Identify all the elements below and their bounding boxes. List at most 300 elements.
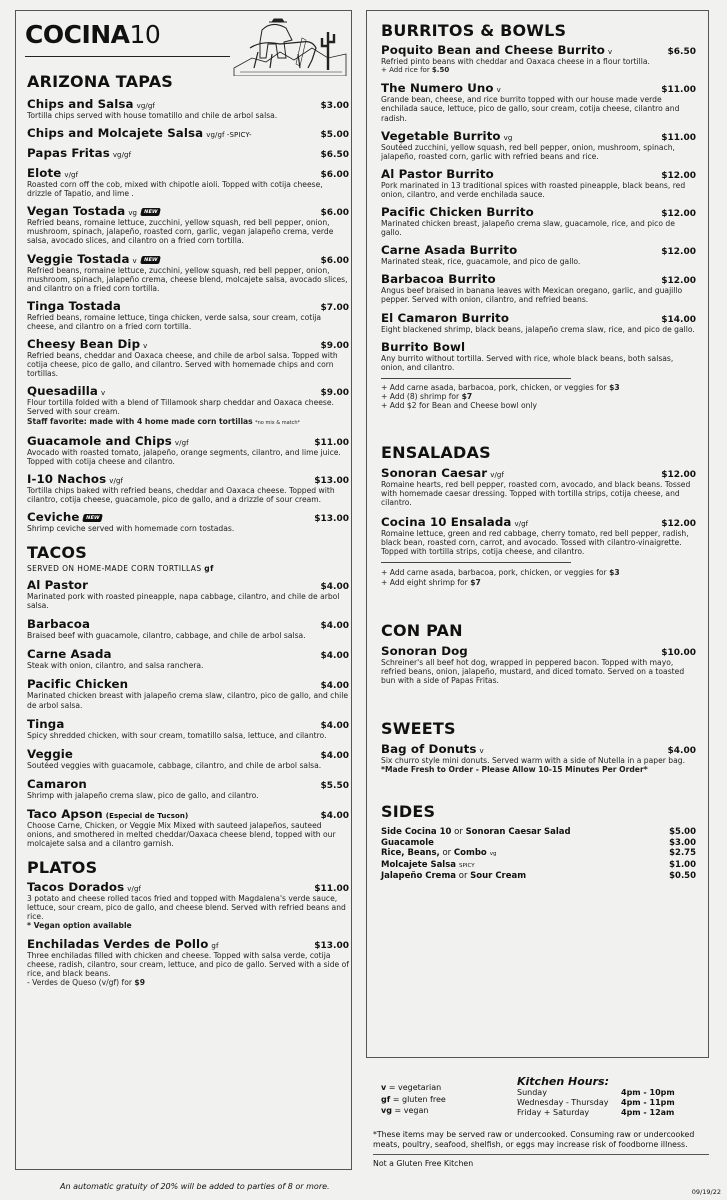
- menu-item-title: Barbacoa: [27, 617, 91, 632]
- menu-item: [27, 937, 349, 987]
- menu-item-tag: v: [496, 86, 501, 95]
- menu-item-description: Schreiner's all beef hot dog, wrapped in peppered bacon. Topped with mayo, refried beans, onion, jalapeño, mustard, and diced tomato. Served on a toasted bun with a side of Papas Fritas.: [381, 657, 685, 686]
- side-item-a: Jalapeño Crema: [381, 871, 457, 882]
- menu-item-note: [27, 978, 349, 987]
- legend-text: = vegetarian: [386, 1083, 442, 1092]
- tacos-subtitle: SERVED ON HOME-MADE CORN TORTILLAS gf: [27, 564, 214, 574]
- menu-item-title: Sonoran Dog: [381, 643, 468, 658]
- menu-item-row: [27, 717, 349, 731]
- menu-item-price: $6.00: [320, 170, 349, 181]
- menu-item-name: [381, 515, 528, 529]
- menu-item: [381, 43, 696, 75]
- menu-item-name: [27, 252, 160, 266]
- menu-item-description: Marinated pork with roasted pineapple, napa cabbage, cilantro, and chile de arbol salsa.: [27, 592, 340, 611]
- menu-item-row: [27, 677, 349, 691]
- menu-item-description: Tortilla chips baked with refried beans, cheddar and Oaxaca cheese. Topped with cilantro, cotija cheese, guacamole, pico de gallo, and a drizzle of sour cream.: [27, 485, 335, 504]
- menu-item-price: $4.00: [667, 746, 696, 757]
- side-item-price: $2.75: [669, 848, 696, 859]
- menu-item-title: Tinga Tostada: [27, 298, 121, 313]
- new-badge: NEW: [140, 208, 161, 216]
- menu-item-title: Elote: [27, 166, 62, 181]
- section-title-conpan: CON PAN: [381, 620, 463, 640]
- menu-item-price: $12.00: [661, 518, 696, 529]
- legend-key: v: [381, 1083, 387, 1092]
- menu-item-title: Bag of Donuts: [381, 742, 477, 757]
- menu-item-price: $6.50: [667, 47, 696, 57]
- menu-item-row: [381, 167, 696, 181]
- conpan-list: [381, 644, 696, 685]
- menu-item-price: $4.00: [320, 681, 349, 692]
- menu-item-note-text: Staff favorite: made with 4 home made corn tortillas: [27, 416, 253, 426]
- section-title-sides: SIDES: [381, 802, 436, 822]
- addon-line: [381, 383, 696, 392]
- logo-divider: [25, 56, 230, 57]
- menu-item-row: [27, 747, 349, 761]
- menu-item-row: [381, 515, 696, 529]
- section-title-ensaladas: ENSALADAS: [381, 442, 491, 462]
- side-item: [381, 871, 696, 882]
- menu-item-price: $11.00: [314, 437, 349, 448]
- menu-item-title: Sonoran Caesar: [381, 465, 488, 480]
- menu-item-name: [27, 807, 188, 821]
- menu-item-name: [27, 747, 73, 761]
- menu-item-tag: v: [143, 342, 148, 351]
- menu-item-name: [27, 777, 87, 791]
- side-item-price: $3.00: [669, 837, 696, 848]
- menu-item: [27, 204, 349, 245]
- side-item-b: Sonoran Caesar Salad: [465, 827, 571, 838]
- menu-item-tag: v: [100, 389, 106, 398]
- menu-item-description: Three enchiladas filled with chicken and cheese. Topped with salsa verde, cotija cheese, radish, cilantro, sour cream, lettuce, and pico de gallo. Served with a side of rice, and black beans.: [27, 950, 349, 978]
- menu-item-name: [381, 81, 501, 95]
- menu-item-description: Roasted corn off the cob, mixed with chipotle aioli. Topped with cotija cheese, drizzle of Tapatio, and lime .: [27, 180, 323, 199]
- menu-item-row: [381, 205, 696, 219]
- menu-item-description: Choose Carne, Chicken, or Veggie Mix Mixed with sauteed jalapeños, sauteed onions, and smothered in melted cheddar/Oaxaca cheese blend, topped with our molcajete salsa and a cilantro garnish.: [27, 820, 336, 849]
- menu-item-description: Angus beef braised in banana leaves with Mexican oregano, garlic, and guajillo pepper. Served with onion, cilantro, and refried beans.: [381, 286, 683, 305]
- menu-item: [381, 205, 696, 237]
- side-item: [381, 860, 696, 872]
- menu-item-name: [381, 340, 465, 354]
- menu-item-price: $7.00: [320, 302, 349, 313]
- burritos-addons: [381, 383, 696, 411]
- menu-item-description: Braised beef with guacamole, cilantro, cabbage, and chile de arbol salsa.: [27, 631, 306, 641]
- menu-item: [27, 337, 349, 378]
- side-item-a: Side Cocina 10: [381, 827, 452, 838]
- menu-item-row: [27, 337, 349, 351]
- menu-item: [381, 272, 696, 304]
- menu-item-tag: v: [132, 256, 137, 265]
- menu-item-title: Poquito Bean and Cheese Burrito: [381, 43, 605, 57]
- ensaladas-addon-divider: [381, 562, 571, 563]
- hours-time: 4pm - 10pm: [621, 1088, 675, 1097]
- menu-item: [27, 97, 349, 120]
- menu-item-name: [27, 204, 161, 218]
- menu-item-price: $4.00: [320, 810, 349, 821]
- menu-item: [381, 340, 696, 372]
- menu-item-tag: vg/gf: [112, 151, 132, 160]
- menu-item: [27, 880, 349, 930]
- menu-item: [381, 742, 696, 774]
- menu-item-name: [381, 129, 512, 143]
- menu-item-price: $3.00: [320, 101, 349, 111]
- menu-item-row: [27, 472, 349, 486]
- menu-item-name: [27, 126, 252, 140]
- menu-item-description: Marinated steak, rice, guacamole, and pico de gallo.: [381, 257, 581, 267]
- menu-item-description: Shrimp with jalapeño crema slaw, pico de gallo, and cilantro.: [27, 790, 259, 800]
- disclaimer-divider: [373, 1154, 709, 1155]
- section-title-platos: PLATOS: [27, 858, 98, 878]
- menu-item-name: [381, 205, 534, 219]
- menu-item-name: [27, 647, 112, 661]
- menu-item-name: [27, 166, 78, 180]
- menu-item: [27, 472, 349, 504]
- menu-item-row: [27, 204, 349, 218]
- section-title-sweets: SWEETS: [381, 719, 456, 739]
- legend-entry: [381, 1082, 446, 1094]
- menu-item-name: [381, 644, 468, 658]
- ensaladas-addons: [381, 568, 696, 587]
- menu-item-title: Al Pastor: [27, 578, 89, 593]
- section-title-tapas: ARIZONA TAPAS: [27, 72, 174, 91]
- menu-item-price: $4.00: [320, 651, 349, 662]
- menu-item-title: Ceviche: [27, 509, 80, 524]
- menu-item-title: Guacamole and Chips: [27, 433, 172, 448]
- menu-item-title: Tinga: [27, 716, 65, 731]
- menu-item: [381, 167, 696, 199]
- kitchen-hours-list: [517, 1088, 717, 1118]
- hours-row: [517, 1088, 717, 1098]
- menu-item-name: [27, 880, 141, 894]
- menu-item-row: [381, 742, 696, 756]
- hours-days: Friday + Saturday: [517, 1108, 590, 1117]
- menu-item-note: [27, 417, 349, 428]
- menu-item: [381, 243, 696, 266]
- addon-price: $7: [470, 577, 481, 587]
- menu-item: [27, 617, 349, 640]
- side-item-tag: SPICY: [459, 862, 475, 869]
- menu-item-description: Tortilla chips served with house tomatillo and chile de arbol salsa.: [27, 111, 278, 120]
- menu-item-description: Refried beans, romaine lettuce, zucchini, yellow squash, red bell pepper, onion, mushroom, spinach, jalapeño crema, cheese blend, molcajete salsa, avocado slices, and cilantro on a fried corn tortilla.: [27, 265, 348, 293]
- addon-text: + Add $2 for Bean and Cheese bowl only: [381, 401, 538, 411]
- menu-item-row: [27, 252, 349, 266]
- menu-item: [27, 807, 349, 848]
- menu-item-price: $4.00: [320, 621, 349, 632]
- menu-item-price: $10.00: [661, 647, 696, 658]
- menu-item-row: [27, 126, 349, 140]
- new-badge: NEW: [140, 256, 161, 264]
- menu-item-name: [27, 937, 219, 951]
- menu-item-title: Carne Asada Burrito: [381, 243, 518, 258]
- menu-item-price: $11.00: [661, 85, 696, 96]
- menu-item-description: Marinated chicken breast, jalapeño crema slaw, guacamole, rice, and pico de gallo.: [381, 219, 675, 238]
- menu-item-row: [381, 340, 696, 354]
- menu-item-note-text: - Verdes de Queso (v/gf) for: [27, 977, 135, 987]
- sides-list: [381, 827, 696, 882]
- left-menu-body: [27, 72, 349, 987]
- menu-item-row: [381, 81, 696, 95]
- menu-item-note-text: * Vegan option available: [27, 921, 132, 931]
- menu-item: [27, 126, 349, 140]
- menu-item-description: Soutéed zucchini, yellow squash, red bell pepper, onion, mushroom, spinach, jalapeño, roasted corn, garlic with refried beans and rice.: [381, 142, 675, 161]
- menu-item-title: Quesadilla: [27, 384, 98, 399]
- menu-item-tag: vg: [503, 133, 513, 142]
- side-item-price: $1.00: [669, 859, 696, 870]
- menu-item-title: Vegetable Burrito: [381, 128, 501, 143]
- menu-item-tag: v/gf: [490, 470, 505, 479]
- menu-item-row: [381, 243, 696, 257]
- menu-item-price: $14.00: [661, 314, 696, 325]
- menu-item-note-text: *Made Fresh to Order - Please Allow 10-15 Minutes Per Order*: [381, 765, 648, 775]
- side-item-b: Sour Cream: [470, 871, 527, 882]
- brand-logo: COCINA10: [25, 20, 161, 49]
- menu-item-row: [27, 807, 349, 821]
- menu-item-tag: vg/gf: [136, 102, 155, 110]
- menu-item-price: $9.00: [320, 388, 349, 399]
- menu-item-tag: v/gf: [109, 476, 124, 485]
- menu-item-note-small: *no mix & match*: [255, 419, 301, 426]
- menu-item-description: Soutéed veggies with guacamole, cabbage, cilantro, and chile de arbol salsa.: [27, 760, 322, 770]
- menu-item: [381, 515, 696, 556]
- menu-item-name: [27, 337, 147, 351]
- menu-item-price: $4.00: [320, 582, 349, 593]
- menu-item-title: Cheesy Bean Dip: [27, 337, 141, 352]
- menu-item-name: [27, 434, 189, 448]
- menu-item-addon-price: $.50: [431, 66, 450, 75]
- menu-item-description: Refried pinto beans with cheddar and Oaxaca cheese in a flour tortilla.: [381, 57, 650, 66]
- menu-item: [27, 384, 349, 427]
- side-item: [381, 838, 696, 849]
- menu-item-name: [381, 272, 496, 286]
- menu-item-description: Spicy shredded chicken, with sour cream, tomatillo salsa, lettuce, and cilantro.: [27, 730, 327, 740]
- menu-item-row: [27, 97, 349, 111]
- menu-item-title: Pacific Chicken Burrito: [381, 205, 534, 220]
- menu-item-description: Any burrito without tortilla. Served with rice, whole black beans, both salsas, onion, and cilantro.: [381, 353, 674, 372]
- sweets-list: [381, 742, 696, 774]
- menu-item-row: [27, 880, 349, 894]
- menu-date: 09/19/22: [691, 1188, 721, 1196]
- menu-item-tag: v/gf: [514, 519, 529, 528]
- burritos-addon-divider: [381, 378, 571, 379]
- menu-item-tag: v/gf: [174, 438, 189, 447]
- menu-item: [27, 647, 349, 670]
- menu-item-title: Papas Fritas: [27, 146, 110, 161]
- platos-list: [27, 880, 349, 987]
- menu-item-row: [27, 617, 349, 631]
- menu-item-description: Refried beans, romaine lettuce, tinga chicken, verde salsa, sour cream, cotija cheese, and cilantro on a fried corn tortilla.: [27, 312, 322, 331]
- legend-entry: [381, 1094, 446, 1106]
- left-menu-panel: [15, 10, 352, 1170]
- menu-item-price: $12.00: [661, 276, 696, 287]
- menu-item-title: Camaron: [27, 776, 87, 791]
- addon-price: $3: [609, 568, 620, 578]
- menu-item-addon: [381, 66, 696, 75]
- tacos-list: [27, 578, 349, 848]
- legend-text: = gluten free: [390, 1094, 446, 1104]
- menu-item-name: [27, 384, 105, 398]
- menu-item-price: $6.00: [320, 255, 349, 266]
- gluten-free-note: Not a Gluten Free Kitchen: [373, 1159, 474, 1169]
- menu-item-row: [381, 644, 696, 658]
- legend-key: vg: [381, 1106, 392, 1115]
- menu-item-description: Romaine lettuce, green and red cabbage, cherry tomato, red bell pepper, radish, black bean, roasted corn, carrot, and avocado. Tossed with cilantro-vinaigrette. Topped with tortilla strips, cotija cheese, and cilantro.: [381, 528, 689, 557]
- side-item: [381, 848, 696, 860]
- menu-item: [381, 129, 696, 161]
- menu-item-title: Carne Asada: [27, 647, 112, 662]
- menu-item: [27, 434, 349, 466]
- menu-item: [27, 677, 349, 709]
- side-item-b: Combo: [453, 848, 487, 859]
- menu-item-price: $13.00: [314, 940, 349, 951]
- side-item-name: [381, 827, 571, 838]
- menu-item-tag: v/gf: [127, 885, 142, 894]
- addon-text: + Add carne asada, barbacoa, pork, chicken, or veggies for: [381, 382, 610, 392]
- menu-item-row: [381, 466, 696, 480]
- side-item-or: or: [451, 827, 466, 838]
- menu-item-price: $13.00: [314, 513, 349, 524]
- menu-item-description: Marinated chicken breast with jalapeño crema slaw, cilantro, pico de gallo, and chile de arbol salsa.: [27, 691, 349, 710]
- addon-price: $3: [609, 382, 620, 392]
- menu-item-name: [27, 578, 88, 592]
- side-item-price: $5.00: [669, 827, 696, 838]
- legend-text: = vegan: [391, 1106, 429, 1115]
- cowboy-illustration: [232, 18, 348, 76]
- menu-item-row: [27, 578, 349, 592]
- menu-item-note: [27, 921, 349, 930]
- menu-item-name: [381, 742, 484, 756]
- menu-item-price: $12.00: [661, 247, 696, 258]
- menu-item-title: Vegan Tostada: [27, 204, 126, 219]
- menu-item: [27, 717, 349, 740]
- menu-item-name: [381, 167, 494, 181]
- addon-line: [381, 401, 696, 410]
- menu-item-row: [27, 384, 349, 398]
- menu-item-price: $11.00: [314, 884, 349, 895]
- menu-item-title: I-10 Nachos: [27, 471, 107, 486]
- menu-item-description: Eight blackened shrimp, black beans, jalapeño crema slaw, rice, and pico de gallo.: [381, 324, 695, 334]
- kitchen-hours: [517, 1075, 717, 1118]
- menu-item: [27, 777, 349, 800]
- menu-item-row: [27, 146, 349, 160]
- menu-item-price: $4.00: [320, 720, 349, 731]
- menu-item-name: [27, 677, 128, 691]
- side-item-name: [381, 871, 526, 882]
- menu-item: [27, 510, 349, 533]
- menu-item-tag: v: [479, 747, 484, 756]
- menu-item-row: [381, 43, 696, 57]
- menu-item-row: [381, 311, 696, 325]
- menu-item-title: Burrito Bowl: [381, 339, 466, 354]
- menu-item-title: Veggie Tostada: [27, 251, 130, 266]
- side-item-price: $0.50: [669, 871, 696, 882]
- menu-item-description: Shrimp ceviche served with homemade corn tostadas.: [27, 523, 235, 533]
- menu-item-name: [381, 466, 504, 480]
- menu-item-description: Steak with onion, cilantro, and salsa ranchera.: [27, 661, 204, 671]
- side-item-a: Rice, Beans,: [381, 848, 440, 859]
- menu-item-tag: v/gf: [64, 171, 79, 180]
- side-item-a: Molcajete Salsa: [381, 859, 457, 870]
- menu-item-description: Pork marinated in 13 traditional spices with roasted pineapple, black beans, red onion, cilantro, and verde enchilada sauce.: [381, 180, 686, 199]
- menu-item-description: Grande bean, cheese, and rice burrito topped with our house made verde enchilada sauce, lettuce, pico de gallo, sour cream, cotija cheese, cilantro and radish.: [381, 95, 680, 123]
- hours-row: [517, 1108, 717, 1118]
- menu-item-title: The Numero Uno: [381, 81, 494, 96]
- menu-item-description: Refried beans, romaine lettuce, zucchini, yellow squash, red bell pepper, onion, mushroom, spinach, jalapeño, roasted corn, garlic, vegan jalapeño crema, verde salsa, avocado slices, and cilantro on a fried corn tortilla.: [27, 218, 334, 246]
- side-item-tag: vg: [489, 851, 497, 858]
- section-title-tacos: TACOS: [27, 543, 87, 563]
- menu-item-row: [27, 777, 349, 791]
- raw-food-disclaimer: *These items may be served raw or undercooked. Consuming raw or undercooked meats, poultry, seafood, shelfish, or eggs may increase risk of foodborne illness.: [373, 1130, 695, 1149]
- menu-item-title: Pacific Chicken: [27, 677, 129, 692]
- addon-text: + Add carne asada, barbacoa, pork, chicken, or veggies for: [381, 568, 610, 578]
- menu-item-description: Refried beans, cheddar and Oaxaca cheese, and chile de arbol salsa. Topped with cotija cheese, pico de gallo, and cilantro. Served with homemade chips and corn tortillas.: [27, 351, 338, 379]
- gratuity-note: An automatic gratuity of 20% will be added to parties of 8 or more.: [60, 1182, 330, 1191]
- menu-item: [27, 747, 349, 770]
- menu-item-row: [381, 129, 696, 143]
- menu-item: [27, 166, 349, 198]
- menu-item: [27, 252, 349, 293]
- hours-time: 4pm - 11pm: [621, 1098, 675, 1107]
- menu-item-title: Taco Apson: [27, 806, 103, 821]
- menu-item: [381, 311, 696, 334]
- menu-item-price: $12.00: [661, 469, 696, 480]
- menu-item-title: Barbacoa Burrito: [381, 272, 496, 287]
- menu-item-title: Cocina 10 Ensalada: [381, 514, 512, 529]
- menu-item-row: [27, 434, 349, 448]
- disclaimer-block: [373, 1130, 709, 1168]
- addon-text: + Add eight shrimp for: [381, 577, 471, 587]
- hours-days: Wednesday - Thursday: [517, 1098, 609, 1107]
- menu-item-row: [27, 647, 349, 661]
- menu-item-name: [381, 243, 517, 257]
- side-item-name: [381, 860, 475, 872]
- menu-item-name: [27, 717, 64, 731]
- section-title-burritos: BURRITOS & BOWLS: [381, 21, 567, 40]
- menu-item-extra: (Especial de Tucson): [105, 811, 189, 820]
- hours-time: 4pm - 12am: [621, 1108, 675, 1117]
- menu-item-row: [381, 272, 696, 286]
- menu-item-description: Flour tortilla folded with a blend of Tillamook sharp cheddar and Oaxaca cheese. Served with sour cream.: [27, 398, 334, 417]
- menu-item: [27, 578, 349, 610]
- menu-item-row: [27, 937, 349, 951]
- addon-line: [381, 392, 696, 401]
- addon-line: [381, 578, 696, 587]
- side-item-or: or: [439, 848, 454, 859]
- menu-item-name: [27, 97, 155, 111]
- menu-item-note: [381, 765, 696, 774]
- menu-item-price: $12.00: [661, 170, 696, 181]
- menu-item-tag: vg/gf -SPICY-: [206, 131, 252, 140]
- menu-item-description: 3 potato and cheese rolled tacos fried and topped with Magdalena's verde sauce, lettuce, sour cream, pico de gallo, and cheese blend. Served with refried beans and rice.: [27, 894, 346, 922]
- hours-days: Sunday: [517, 1088, 547, 1097]
- kitchen-hours-title: Kitchen Hours:: [517, 1075, 609, 1088]
- menu-item-description: Six churro style mini donuts. Served warm with a side of Nutella in a paper bag.: [381, 756, 685, 766]
- legend-entry: [381, 1105, 446, 1117]
- menu-item-price: $6.00: [320, 208, 349, 219]
- menu-item-price: $6.50: [320, 150, 349, 161]
- menu-item-title: Enchiladas Verdes de Pollo: [27, 936, 209, 951]
- menu-item-name: [27, 510, 103, 524]
- menu-item-row: [27, 166, 349, 180]
- side-item-a: Guacamole: [381, 837, 434, 848]
- menu-item-title: Chips and Salsa: [27, 97, 134, 111]
- menu-item-name: [381, 43, 612, 57]
- menu-item-tag: vg: [128, 209, 138, 218]
- side-item-name: [381, 838, 434, 849]
- menu-item-title: El Camaron Burrito: [381, 310, 510, 325]
- menu-item-name: [27, 617, 90, 631]
- menu-item-name: [27, 472, 123, 486]
- menu-item-price: $5.50: [320, 780, 349, 791]
- menu-item-price: $13.00: [314, 475, 349, 486]
